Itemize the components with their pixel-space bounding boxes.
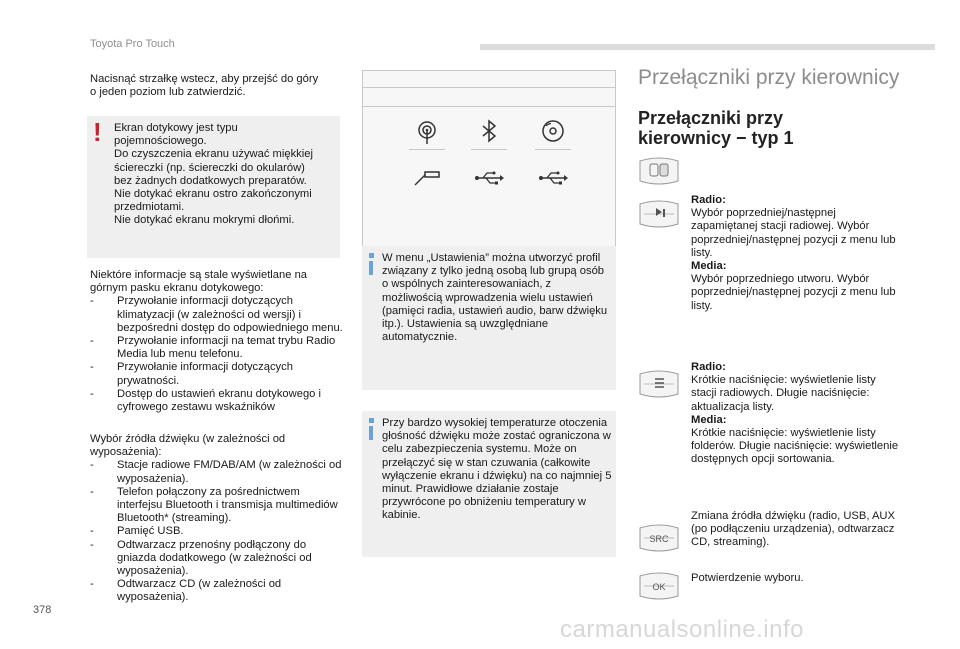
item-label: Radio: <box>691 194 726 206</box>
info-icon-dot <box>369 418 374 423</box>
bluetooth-icon <box>471 117 507 147</box>
warning-line: bez żadnych dodatkowych preparatów. <box>114 174 307 187</box>
list-item: - Przywołanie informacji dotyczących klimatyzacji (w zależności od wersji) i bezpośredni dostęp do odpowiedniego menu. <box>90 295 348 335</box>
item-label: Media: <box>691 260 727 273</box>
warning-line: przedmiotami. <box>114 201 185 214</box>
intro-line: Nacisnąć strzałkę wstecz, aby przejść do góry <box>90 73 319 85</box>
list-switch-icon <box>636 370 682 398</box>
info-intro-line: górnym pasku ekranu dotykowego: <box>90 282 264 295</box>
screen-divider <box>363 106 615 107</box>
antenna-icon <box>409 117 445 147</box>
steering-switch-icon <box>636 157 682 185</box>
item-label: Radio: <box>691 361 726 373</box>
warning-box <box>87 116 340 258</box>
usb-icon <box>471 163 507 193</box>
info-text: Przy bardzo wysokiej temperaturze otoczenia głośność dźwięku może zostać ograniczona w celu zabezpieczenia systemu. Może on przełączyć się w stan czuwania (całkowite wyłączenie ekranu i dźwięku) na co najmniej 5 minut. Prawidłowe działanie zostaje przywrócone po obniżeniu temperatury w kabinie. <box>382 417 612 522</box>
item-text: Zmiana źródła dźwięku (radio, USB, AUX (po podłączeniu urządzenia), odtwarzacz CD, streaming). <box>691 510 895 549</box>
item-description <box>691 510 901 550</box>
cd-icon <box>535 117 571 147</box>
topbar-info <box>90 269 348 414</box>
source-intro-line: Wybór źródła dźwięku (w zależności od <box>90 433 286 445</box>
warning-icon: ! <box>93 117 102 147</box>
item-description <box>691 194 901 313</box>
item-text: Krótkie naciśnięcie: wyświetlenie listy stacji radiowych. Długie naciśnięcie: aktualizacja listy. <box>691 374 876 413</box>
list-item: - Dostęp do ustawień ekranu dotykowego i cyfrowego zestawu wskaźników <box>90 388 348 414</box>
warning-line: Nie dotykać ekranu ostro zakończonymi <box>114 188 312 201</box>
aux-jack-icon <box>409 163 445 193</box>
info-text: W menu „Ustawienia” można utworzyć profil związany z tylko jedną osobą lub grupą osób o wspólnych zainteresowaniach, z możliwością wprowadzenia wielu ustawień (pamięci radia, ustawień audio, barw dźwięku itp.). Ustawienia są uwzględniane automatycznie. <box>382 252 608 344</box>
section-title: Przełączniki przy kierownicy <box>638 66 900 89</box>
item-text: Wybór poprzedniego utworu. Wybór poprzedniej/następnej pozycji z menu lub listy. <box>691 273 896 312</box>
usb-icon <box>535 163 571 193</box>
svg-text:OK: OK <box>652 582 666 592</box>
item-text: Potwierdzenie wyboru. <box>691 572 804 584</box>
list-item: - Odtwarzacz CD (w zależności od wyposażenia). <box>90 578 348 604</box>
source-screen-illustration <box>362 70 616 252</box>
ok-switch-icon <box>636 572 682 600</box>
warning-line: ściereczki (np. ściereczki do okularów) <box>114 161 305 174</box>
list-item: - Przywołanie informacji dotyczących prywatności. <box>90 361 348 387</box>
subtitle-line: Przełączniki przy <box>638 108 784 128</box>
item-description <box>691 572 901 585</box>
item-description <box>691 361 901 467</box>
warning-line: Nie dotykać ekranu mokrymi dłońmi. <box>114 214 295 227</box>
info-intro-line: Niektóre informacje są stale wyświetlane na <box>90 269 308 281</box>
watermark: carmanualsonline.info <box>560 616 804 643</box>
info-box-temperature <box>362 411 616 557</box>
page-number: 378 <box>33 604 52 616</box>
icon-underline <box>535 149 571 150</box>
warning-text <box>114 122 336 228</box>
seek-switch-icon <box>636 200 682 228</box>
source-switch-icon <box>636 524 682 552</box>
info-icon <box>369 261 373 275</box>
list-item: - Telefon połączony za pośrednictwem interfejsu Bluetooth i transmisja multimediów Bluetooth* (streaming). <box>90 486 348 526</box>
warning-line: Do czyszczenia ekranu używać miękkiej <box>114 148 313 161</box>
intro-text <box>90 73 345 99</box>
svg-text:SRC: SRC <box>649 534 669 544</box>
source-intro-line: wyposażenia): <box>90 446 162 459</box>
info-icon <box>369 426 373 440</box>
list-item: - Pamięć USB. <box>90 525 348 538</box>
item-text: Wybór poprzedniej/następnej zapamiętanej stacji radiowej. Wybór poprzedniej/następnej pozycji z menu lub listy. <box>691 207 896 259</box>
icon-underline <box>409 149 445 150</box>
list-item: - Przywołanie informacji na temat trybu Radio Media lub menu telefonu. <box>90 335 348 361</box>
header-title: Toyota Pro Touch <box>90 38 175 50</box>
item-label: Media: <box>691 413 727 426</box>
list-item: - Stacje radiowe FM/DAB/AM (w zależności od wyposażenia). <box>90 459 348 485</box>
subtitle-line: kierownicy − typ 1 <box>638 128 794 148</box>
warning-line: pojemnościowego. <box>114 135 207 148</box>
list-item: - Odtwarzacz przenośny podłączony do gniazda dodatkowego (w zależności od wyposażenia). <box>90 539 348 579</box>
item-text: Krótkie naciśnięcie: wyświetlenie listy folderów. Długie naciśnięcie: wyświetlenie dostępnych opcji sortowania. <box>691 427 899 466</box>
header-bar <box>480 44 935 50</box>
intro-line: o jeden poziom lub zatwierdzić. <box>90 86 246 99</box>
info-icon-dot <box>369 253 374 258</box>
section-subtitle <box>638 108 794 148</box>
screen-divider <box>363 87 615 88</box>
info-box-profiles <box>362 246 616 390</box>
warning-line: Ekran dotykowy jest typu <box>114 122 238 134</box>
icon-underline <box>471 149 507 150</box>
source-info <box>90 433 348 605</box>
